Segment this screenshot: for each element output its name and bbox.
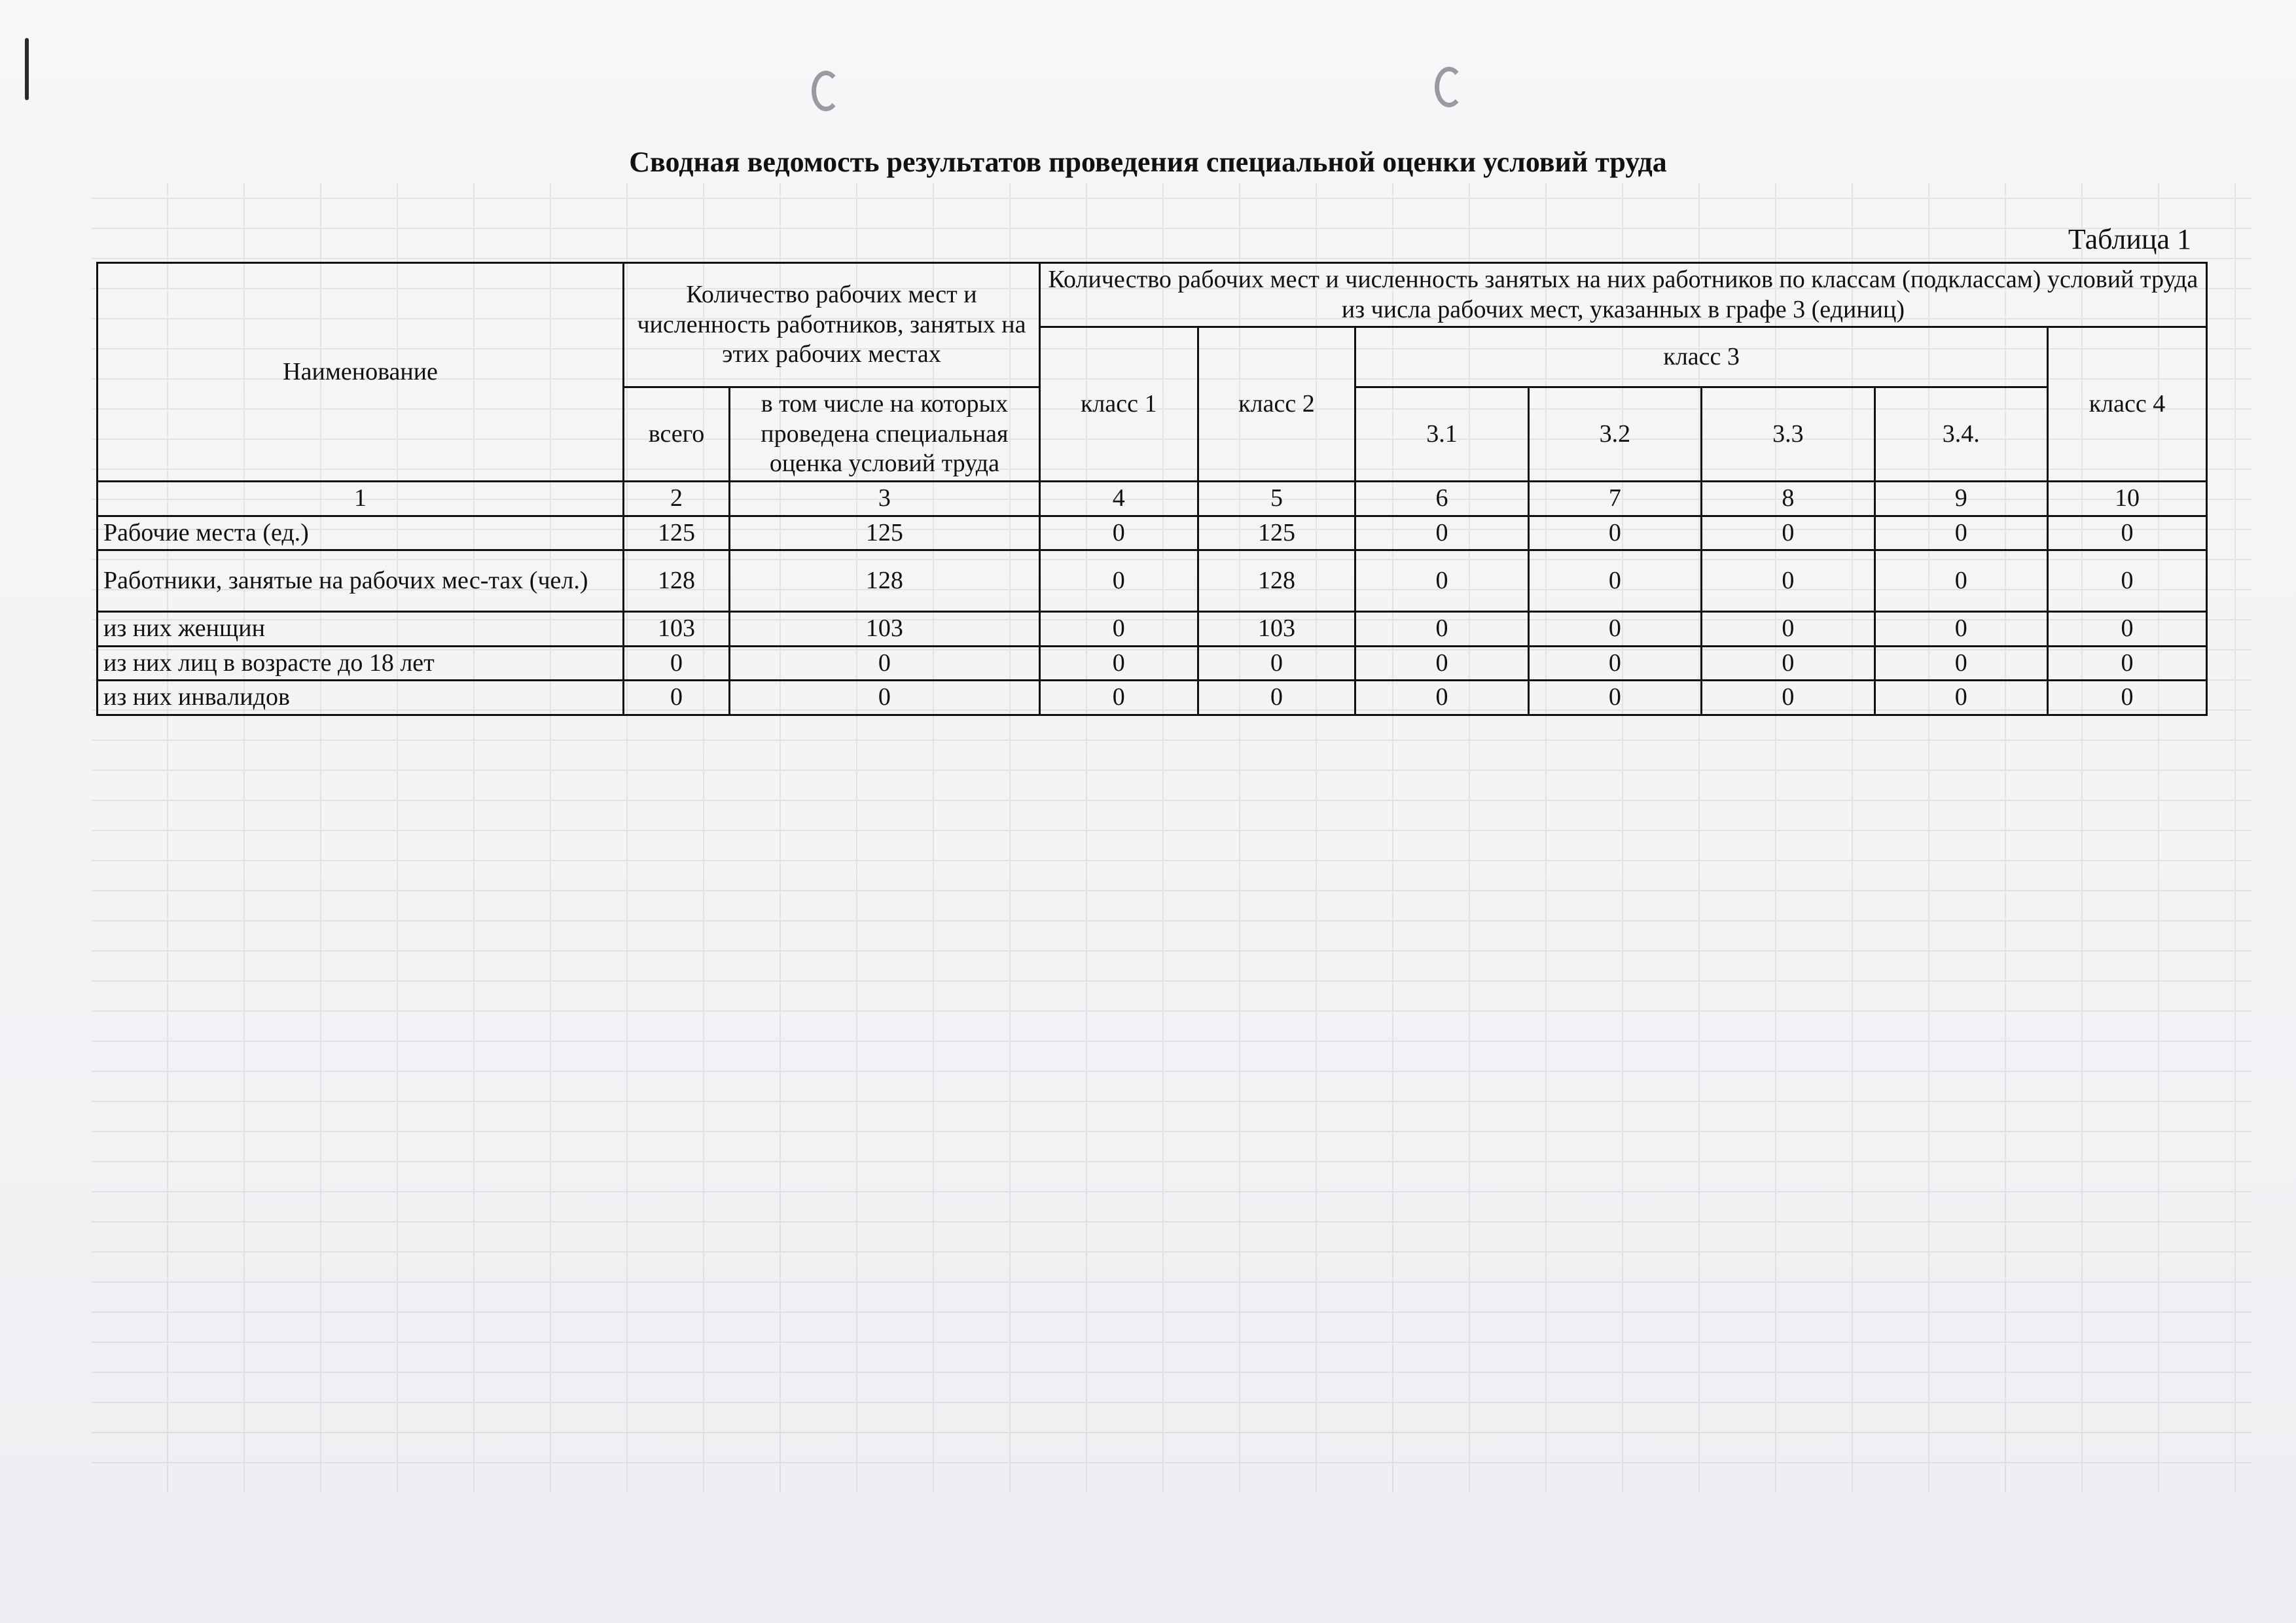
- table-cell: 0: [2047, 516, 2206, 550]
- table-row: [98, 550, 2207, 612]
- table-cell: 0: [1039, 681, 1198, 715]
- table-cell: 125: [1198, 516, 1355, 550]
- page-title: Сводная ведомость результатов проведения специальной оценки условий труда: [629, 146, 1667, 178]
- column-number: 3: [729, 481, 1039, 516]
- column-number: 10: [2047, 481, 2206, 516]
- column-number: 6: [1355, 481, 1528, 516]
- summary-table: [96, 262, 2208, 716]
- header-class-3: класс 3: [1355, 327, 2048, 387]
- table-cell: 0: [729, 646, 1039, 681]
- header-total: всего: [624, 387, 730, 482]
- header-class-1: класс 1: [1039, 327, 1198, 482]
- table-cell: 125: [624, 516, 730, 550]
- table-row: [98, 612, 2207, 647]
- table-cell: 0: [1528, 550, 1701, 612]
- header-class-3-4: 3.4.: [1874, 387, 2047, 482]
- scan-edge-mark: [25, 38, 29, 100]
- table-cell: 0: [1198, 681, 1355, 715]
- table-row: [98, 516, 2207, 550]
- row-label: из них лиц в возрасте до 18 лет: [98, 646, 624, 681]
- table-cell: 0: [1355, 681, 1528, 715]
- row-label: Рабочие места (ед.): [98, 516, 624, 550]
- header-class-4: класс 4: [2047, 327, 2206, 482]
- header-workplaces-group: Количество рабочих мест и численность работников, занятых на этих рабочих местах: [624, 263, 1040, 387]
- table-cell: 103: [624, 612, 730, 647]
- column-number: 1: [98, 481, 624, 516]
- header-name: Наименование: [98, 263, 624, 482]
- table-cell: 0: [624, 681, 730, 715]
- row-label: из них инвалидов: [98, 681, 624, 715]
- table-cell: 0: [1874, 612, 2047, 647]
- table-cell: 0: [1039, 516, 1198, 550]
- table-cell: 0: [1874, 516, 2047, 550]
- table-cell: 0: [1874, 681, 2047, 715]
- column-number: 4: [1039, 481, 1198, 516]
- table-cell: 0: [1355, 646, 1528, 681]
- table-row: [98, 646, 2207, 681]
- column-number-row: [98, 481, 2207, 516]
- table-cell: 0: [1355, 612, 1528, 647]
- table-cell: 0: [1528, 516, 1701, 550]
- table-cell: 0: [1874, 550, 2047, 612]
- column-number: 8: [1702, 481, 1874, 516]
- row-label: Работники, занятые на рабочих мес-тах (чел.): [98, 550, 624, 612]
- header-classes-group: Количество рабочих мест и численность занятых на них работников по классам (подклассам) условий труда из числа рабочих мест, указанных в графе 3 (единиц): [1039, 263, 2206, 327]
- table-cell: 0: [2047, 681, 2206, 715]
- table-row: [98, 681, 2207, 715]
- column-number: 5: [1198, 481, 1355, 516]
- column-number: 7: [1528, 481, 1701, 516]
- table-cell: 0: [624, 646, 730, 681]
- table-cell: 0: [2047, 550, 2206, 612]
- table-cell: 0: [1198, 646, 1355, 681]
- row-label: из них женщин: [98, 612, 624, 647]
- punch-hole-right: [1435, 67, 1463, 107]
- table-cell: 0: [1702, 612, 1874, 647]
- table-cell: 0: [1039, 550, 1198, 612]
- header-class-2: класс 2: [1198, 327, 1355, 482]
- table-cell: 125: [729, 516, 1039, 550]
- table-cell: 0: [1874, 646, 2047, 681]
- table-cell: 0: [1702, 550, 1874, 612]
- table-cell: 103: [729, 612, 1039, 647]
- header-class-3-1: 3.1: [1355, 387, 1528, 482]
- punch-hole-left: [812, 71, 840, 111]
- header-class-3-3: 3.3: [1702, 387, 1874, 482]
- header-row-1: [98, 263, 2207, 327]
- table-cell: 0: [1702, 646, 1874, 681]
- table-cell: 0: [1528, 646, 1701, 681]
- column-number: 2: [624, 481, 730, 516]
- table-cell: 128: [729, 550, 1039, 612]
- table-cell: 128: [624, 550, 730, 612]
- table-cell: 0: [1528, 681, 1701, 715]
- table-cell: 0: [1355, 550, 1528, 612]
- table-cell: 0: [1528, 612, 1701, 647]
- table-cell: 0: [1702, 681, 1874, 715]
- table-cell: 103: [1198, 612, 1355, 647]
- table-cell: 0: [2047, 612, 2206, 647]
- table-cell: 0: [1355, 516, 1528, 550]
- table-cell: 0: [1039, 612, 1198, 647]
- header-class-3-2: 3.2: [1528, 387, 1701, 482]
- table-cell: 0: [729, 681, 1039, 715]
- header-assessed: в том числе на которых проведена специальная оценка условий труда: [729, 387, 1039, 482]
- table-cell: 0: [2047, 646, 2206, 681]
- table-cell: 0: [1039, 646, 1198, 681]
- table-label: Таблица 1: [2068, 223, 2191, 255]
- column-number: 9: [1874, 481, 2047, 516]
- table-cell: 0: [1702, 516, 1874, 550]
- table-cell: 128: [1198, 550, 1355, 612]
